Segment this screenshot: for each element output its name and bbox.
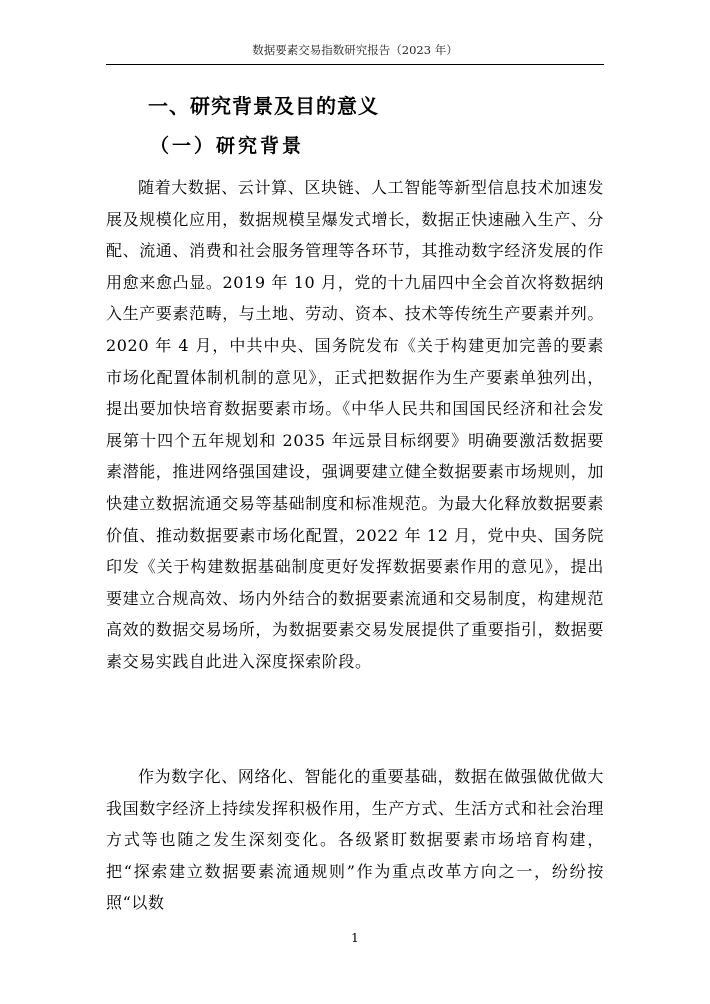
running-header: 数据要素交易指数研究报告（2023 年）	[252, 43, 458, 57]
section-heading: 一、研究背景及目的意义	[148, 94, 379, 118]
subsection-heading: （一）研究背景	[150, 135, 305, 157]
paragraph-2: 作为数字化、网络化、智能化的重要基础，数据在做强做优做大我国数字经济上持续发挥积极作用，生产方式、生活方式和社会治理方式等也随之发生深刻变化。各级紧盯数据要素市场培育构建，把“探索建立数据要素流通规则”作为重点改革方向之一，纷纷按照“以数	[106, 767, 605, 913]
header-rule	[106, 64, 604, 65]
page-number: 1	[351, 931, 359, 945]
paragraph-1: 随着大数据、云计算、区块链、人工智能等新型信息技术加速发展及规模化应用，数据规模呈爆发式增长，数据正快速融入生产、分配、流通、消费和社会服务管理等各环节，其推动数字经济发展的作用愈来愈凸显。2019 年 10 月，党的十九届四中全会首次将数据纳入生产要素范畴，与土地、劳动、资本、技术等传统生产要素并列。2020 年 4 月，中共中央、国务院发布《关于构建更加完善的要素市场化配置体制机制的意见》，正式把数据作为生产要素单独列出，提出要加快培育数据要素市场。《中华人民共和国国民经济和社会发展第十四个五年规划和 2035 年远景目标纲要》明确要激活数据要素潜能，推进网络强国建设，强调要建立健全数据要素市场规则，加快建立数据流通交易等基础制度和标准规范。为最大化释放数据要素价值、推动数据要素市场化配置，2022 年 12 月，党中央、国务院印发《关于构建数据基础制度更好发挥数据要素作用的意见》，提出要建立合规高效、场内外结合的数据要素流通和交易制度，构建规范高效的数据交易场所，为数据要素交易发展提供了重要指引，数据要素交易实践自此进入深度探索阶段。	[106, 178, 605, 671]
